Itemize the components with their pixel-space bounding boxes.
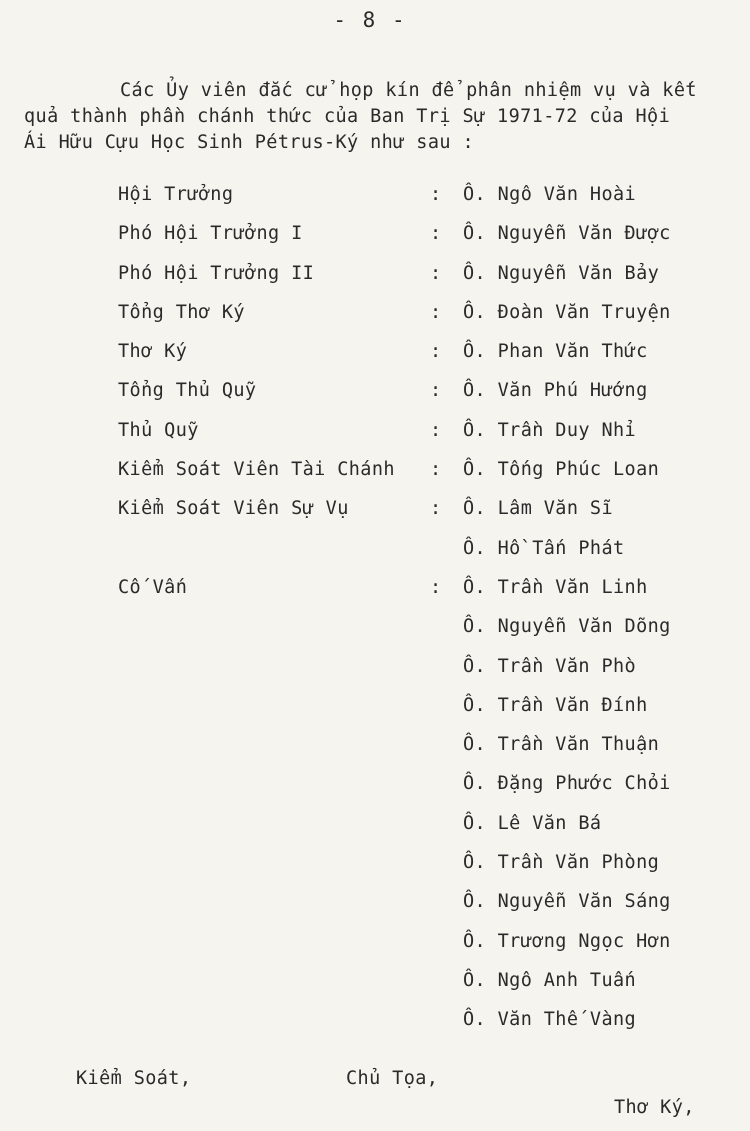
member-name: Ô. Đặng Phước Chỏi — [463, 773, 671, 795]
role-title: Tổng Thủ Quỹ — [118, 380, 257, 402]
roster-row — [0, 728, 750, 767]
roster-row — [0, 178, 750, 217]
signature-tho-ky: Thơ Ký, — [614, 1097, 695, 1118]
roster-row — [0, 257, 750, 296]
roster-row — [0, 374, 750, 413]
member-name: Ô. Lê Văn Bá — [463, 812, 602, 834]
role-title: Tổng Thơ Ký — [118, 301, 245, 323]
separator-colon: : — [430, 576, 442, 598]
separator-colon: : — [430, 459, 442, 481]
roster-row — [0, 532, 750, 571]
intro-line: quả thành phần chánh thức của Ban Trị Sự 1971-72 của Hội — [24, 106, 671, 127]
member-name: Ô. Ngô Văn Hoài — [463, 184, 637, 205]
member-name: Ô. Nguyễn Văn Dõng — [463, 616, 671, 638]
member-name: Ô. Trần Văn Phòng — [463, 852, 660, 874]
separator-colon: : — [430, 262, 442, 284]
member-name: Ô. Ngô Anh Tuấn — [463, 969, 637, 991]
member-name: Ô. Nguyễn Văn Được — [463, 223, 671, 245]
member-name: Ô. Nguyễn Văn Bảy — [463, 262, 660, 284]
roster-row — [0, 335, 750, 374]
member-name: Ô. Hồ Tấn Phát — [463, 537, 625, 559]
roster-row — [0, 807, 750, 846]
member-name: Ô. Trần Văn Thuận — [463, 734, 660, 756]
member-name: Ô. Nguyễn Văn Sáng — [463, 891, 671, 913]
member-name: Ô. Trần Văn Phò — [463, 655, 637, 677]
roster-row — [0, 964, 750, 1003]
role-title: Phó Hội Trưởng II — [118, 262, 315, 284]
roster-row — [0, 414, 750, 453]
separator-colon: : — [430, 341, 442, 363]
separator-colon: : — [430, 301, 442, 323]
role-title: Thủ Quỹ — [118, 419, 199, 441]
member-name: Ô. Lâm Văn Sĩ — [463, 498, 613, 520]
roster-row — [0, 492, 750, 531]
separator-colon: : — [430, 184, 442, 205]
signature-kiem-soat: Kiểm Soát, — [76, 1068, 192, 1089]
member-name: Ô. Văn Thế Vàng — [463, 1009, 637, 1031]
role-title: Kiểm Soát Viên Tài Chánh — [118, 459, 395, 481]
separator-colon: : — [430, 419, 442, 441]
member-name: Ô. Trần Duy Nhỉ — [463, 419, 637, 441]
intro-line: Ái Hữu Cựu Học Sinh Pétrus-Ký như sau : — [24, 132, 474, 153]
role-title: Kiểm Soát Viên Sự Vụ — [118, 498, 349, 520]
roster-row — [0, 767, 750, 806]
page-number: - 8 - — [333, 8, 407, 32]
member-name: Ô. Đoàn Văn Truyện — [463, 301, 671, 323]
roster-row — [0, 885, 750, 924]
role-title: Hội Trưởng — [118, 184, 234, 205]
roster-row — [0, 296, 750, 335]
roster-row — [0, 217, 750, 256]
separator-colon: : — [430, 498, 442, 520]
separator-colon: : — [430, 223, 442, 245]
roster-row — [0, 846, 750, 885]
roster-row — [0, 1003, 750, 1042]
member-name: Ô. Trần Văn Linh — [463, 576, 648, 598]
roster-row — [0, 610, 750, 649]
intro-paragraph — [24, 78, 736, 156]
member-name: Ô. Văn Phú Hướng — [463, 380, 648, 402]
roster-row — [0, 925, 750, 964]
separator-colon: : — [430, 380, 442, 402]
role-title: Thơ Ký — [118, 341, 188, 363]
role-title: Phó Hội Trưởng I — [118, 223, 303, 245]
board-roster — [0, 178, 750, 1043]
member-name: Ô. Trần Văn Đính — [463, 694, 648, 716]
roster-row — [0, 689, 750, 728]
roster-row — [0, 453, 750, 492]
role-title: Cố Vấn — [118, 576, 188, 598]
signature-block — [0, 1062, 750, 1131]
roster-row — [0, 571, 750, 610]
roster-row — [0, 650, 750, 689]
signature-chu-toa: Chủ Tọa, — [346, 1068, 439, 1089]
member-name: Ô. Trương Ngọc Hơn — [463, 930, 671, 952]
intro-line: Các Ủy viên đắc cử họp kín để phân nhiệm vụ và kết — [120, 80, 697, 101]
member-name: Ô. Tống Phúc Loan — [463, 459, 660, 481]
member-name: Ô. Phan Văn Thức — [463, 341, 648, 363]
